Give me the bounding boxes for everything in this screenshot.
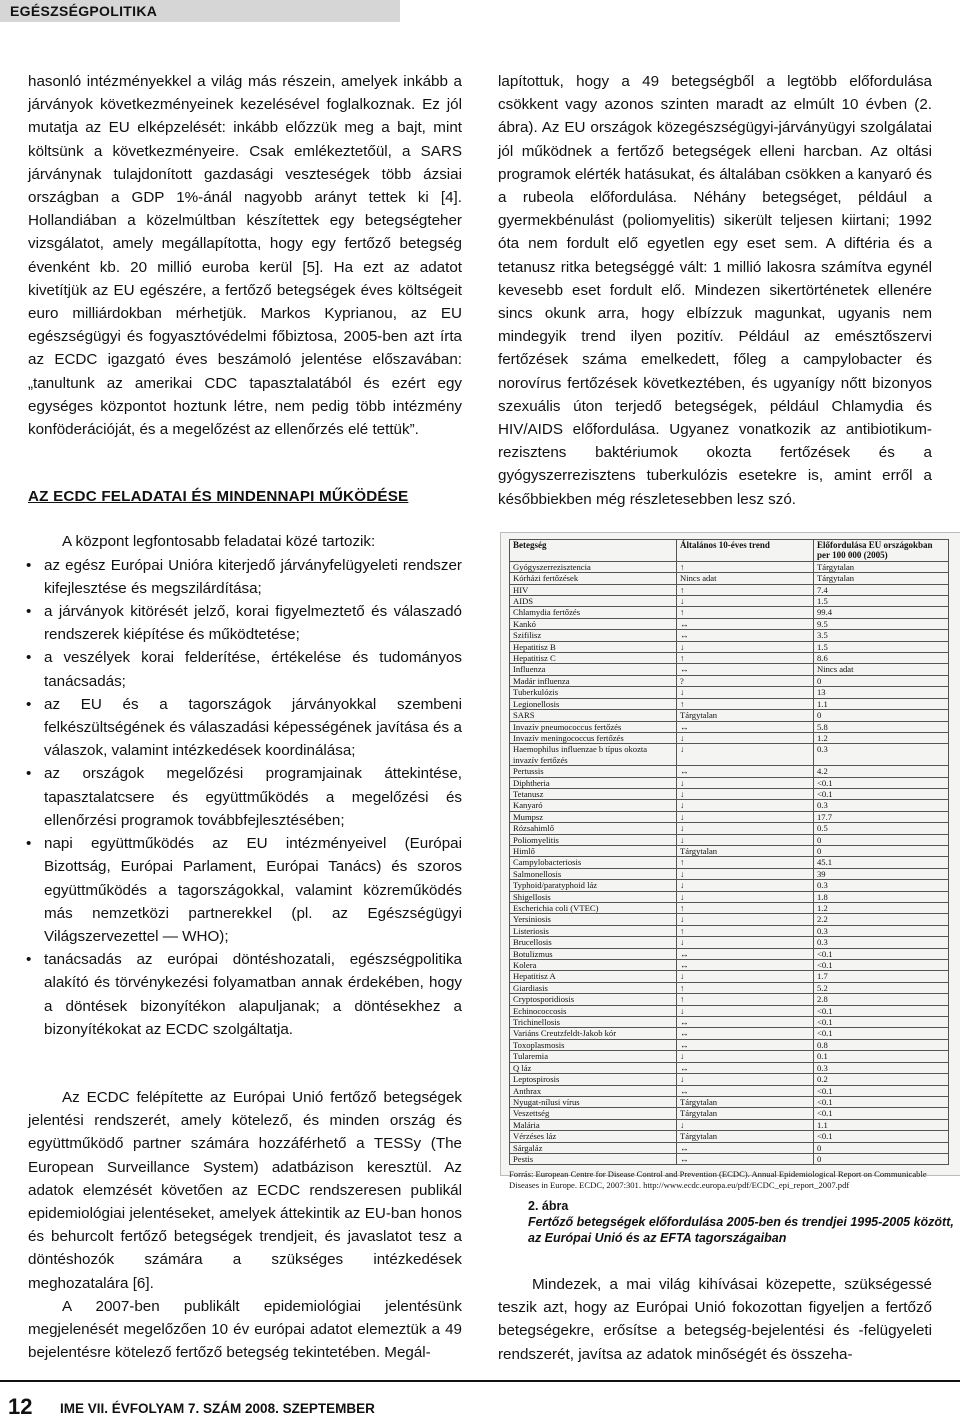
table-cell: Tárgytalan [677,1108,814,1119]
table-cell: ↑ [677,903,814,914]
table-cell: <0.1 [814,1131,949,1142]
table-cell: ↔ [677,1062,814,1073]
right-column-bottom [498,1273,932,1366]
table-cell: ↔ [677,766,814,777]
table-cell: ↓ [677,823,814,834]
table-row [510,994,949,1005]
table-row [510,1017,949,1028]
table-row [510,823,949,834]
table-row [510,687,949,698]
table-row [510,788,949,799]
table-row [510,1051,949,1062]
table-row [510,834,949,845]
left-column [28,70,462,1364]
table-cell: 0.3 [814,937,949,948]
table-cell: Poliomyelitis [510,834,677,845]
table-row [510,914,949,925]
table-cell: Sárgaláz [510,1142,677,1153]
table-row [510,1153,949,1164]
table-cell: ↓ [677,788,814,799]
table-cell: Hepatitisz C [510,653,677,664]
table-cell: 4.2 [814,766,949,777]
table-cell: ↓ [677,687,814,698]
table-cell: ↓ [677,937,814,948]
tasks-list [28,554,462,1041]
figure-title: Fertőző betegségek előfordulása 2005-ben és trendjei 1995-2005 között, az Európai Unió és az EFTA tagországaiban [528,1215,954,1245]
table-cell: Tularemia [510,1051,677,1062]
section-header: EGÉSZSÉGPOLITIKA [10,3,158,19]
table-cell: Anthrax [510,1085,677,1096]
list-item: • a veszélyek korai felderítése, értékelése és tudományos tanácsadás; [28,646,462,692]
table-row [510,948,949,959]
table-header-cell: Általános 10-éves trend [677,540,814,562]
table-cell: ↓ [677,868,814,879]
table-cell: Invazív pneumococcus fertőzés [510,721,677,732]
figure-caption [528,1198,958,1246]
table-cell: Malária [510,1119,677,1130]
figure-label: 2. ábra [528,1199,569,1213]
list-item: • tanácsadás az európai döntéshozatali, egészségpolitika alakító és törvénykezési folyamatban annak érdekében, hogy a döntések bizonyítékon alapuljanak; a döntésekhez a bizonyítékokat az ECDC szolgáltatja. [28,948,462,1041]
table-row [510,1039,949,1050]
table-row [510,845,949,856]
table-cell: Vérzéses láz [510,1131,677,1142]
table-cell: ↔ [677,1142,814,1153]
table-cell: Yersiniosis [510,914,677,925]
table-cell: ↓ [677,777,814,788]
table-cell: 0.8 [814,1039,949,1050]
table-cell: ↓ [677,641,814,652]
table-cell: <0.1 [814,1017,949,1028]
table-cell: Madár influenza [510,675,677,686]
table-cell: <0.1 [814,1108,949,1119]
table-header-cell: Betegség [510,540,677,562]
table-row [510,641,949,652]
table-header-cell: Előfordulása EU országokban per 100 000 (2005) [814,540,949,562]
table-cell: 0.1 [814,1051,949,1062]
table-cell: ↑ [677,653,814,664]
table-row [510,891,949,902]
table-cell: ↓ [677,800,814,811]
table-cell: 2.2 [814,914,949,925]
table-cell: Toxoplasmosis [510,1039,677,1050]
table-cell: Leptospirosis [510,1074,677,1085]
table-cell: <0.1 [814,777,949,788]
table-cell: SARS [510,710,677,721]
table-cell: Pertussis [510,766,677,777]
table-cell: Tárgytalan [814,573,949,584]
table-cell: Legionellosis [510,698,677,709]
table-row [510,596,949,607]
table-row [510,857,949,868]
table-cell: ↔ [677,960,814,971]
right-column [498,70,932,511]
table-cell: Listeriosis [510,925,677,936]
table-cell: Nincs adat [814,664,949,675]
table-cell: 5.8 [814,721,949,732]
section-title: AZ ECDC FELADATAI ÉS MINDENNAPI MŰKÖDÉSE [28,488,409,506]
table-cell: ↓ [677,1005,814,1016]
table-row [510,960,949,971]
table-cell: ↔ [677,721,814,732]
table-row [510,982,949,993]
table-cell: Tárgytalan [814,561,949,572]
table-row [510,607,949,618]
table-cell: 0 [814,710,949,721]
table-cell: 1.2 [814,903,949,914]
table-cell: 1.1 [814,1119,949,1130]
list-item: • napi együttműködés az EU intézményeivel (Európai Bizottság, Európai Parlament, Európai Tanács) és szoros együttműködés a tagországokkal, valamint közreműködés más nemzetközi partnerekkel (pl. az Egészségügyi Világszervezettel — WHO); [28,832,462,948]
table-cell: ↔ [677,1039,814,1050]
table-row [510,744,949,766]
table-cell: ↓ [677,596,814,607]
table-cell: HIV [510,584,677,595]
table-cell: ↔ [677,1028,814,1039]
table-cell: Nincs adat [677,573,814,584]
table-row [510,618,949,629]
list-item: • az országok megelőzési programjainak áttekintése, tapasztalatcsere és együttműködés a megelőzési és ellenőrzési programok továbbfejlesztésében; [28,762,462,832]
table-cell: Kórházi fertőzések [510,573,677,584]
table-row [510,653,949,664]
table-cell: Kanyaró [510,800,677,811]
table-row [510,1096,949,1107]
table-cell: Tárgytalan [677,845,814,856]
table-cell: <0.1 [814,960,949,971]
table-row [510,1131,949,1142]
table-cell: Giardiasis [510,982,677,993]
table-row [510,811,949,822]
table-row [510,1085,949,1096]
table-cell: Escherichia coli (VTEC) [510,903,677,914]
table-cell: 2.8 [814,994,949,1005]
table-row [510,1062,949,1073]
table-cell: Hepatitisz B [510,641,677,652]
table-row [510,1119,949,1130]
list-item: • az egész Európai Unióra kiterjedő járványfelügyeleti rendszer kifejlesztése és megszilárdítása; [28,554,462,600]
table-cell: Tárgytalan [677,710,814,721]
table-cell: Cryptosporidiosis [510,994,677,1005]
table-cell: 1.5 [814,596,949,607]
table-cell: ↓ [677,744,814,766]
list-item: • az EU és a tagországok járványokkal szembeni felkészültségének és válaszadási képességének javítása és a válaszok, valamint intézkedések koordinálása; [28,693,462,763]
table-cell: 8.6 [814,653,949,664]
table-cell: 0 [814,845,949,856]
footer-rule [0,1380,960,1382]
table-cell: 17.7 [814,811,949,822]
list-item: • a járványok kitörését jelző, korai figyelmeztető és válaszadó rendszerek kiépítése és működtetése; [28,600,462,646]
table-cell: Typhoid/paratyphoid láz [510,880,677,891]
table-cell: Tárgytalan [677,1131,814,1142]
left-paragraph-2: Az ECDC felépítette az Európai Unió fertőző betegségek jelentési rendszerét, amely kötelező, és minden ország és együttműködő partner számára hozzáférhető a TESSy (The European Surveillance System) adatbázison keresztül. Az adatok elemzését követően az ECDC rendszeresen publikál epidemiológiai jelentéseket, amelyek áttekintik az EU-ban honos és behurcolt fertőző betegségek trendjeit, és javaslatot tesz a döntéshozók számára a szükséges intézkedések meghozatalára [6]. [28,1088,462,1292]
table-cell: Chlamydia fertőzés [510,607,677,618]
table-cell: ↑ [677,607,814,618]
table-row [510,868,949,879]
table-cell: Salmonellosis [510,868,677,879]
table-cell: Tetanusz [510,788,677,799]
table-row [510,1108,949,1119]
table-cell: 5.2 [814,982,949,993]
table-row [510,971,949,982]
section-header-bar [0,0,400,22]
table-row [510,584,949,595]
table-cell: ↔ [677,1017,814,1028]
table-cell: <0.1 [814,1096,949,1107]
table-row [510,710,949,721]
tasks-intro: A központ legfontosabb feladatai közé tartozik: [62,533,376,551]
table-cell: 1.5 [814,641,949,652]
table-cell: ↔ [677,664,814,675]
table-cell: 7.4 [814,584,949,595]
table-cell: 3.5 [814,630,949,641]
table-cell: Variáns Creutzfeldt-Jakob kór [510,1028,677,1039]
table-body [510,561,949,1165]
table-cell: Mumpsz [510,811,677,822]
table-row [510,561,949,572]
table-cell: ↓ [677,914,814,925]
table-cell: 0 [814,675,949,686]
table-cell: Invazív meningococcus fertőzés [510,732,677,743]
table-cell: 45.1 [814,857,949,868]
left-paragraph-3: A 2007-ben publikált epidemiológiai jelentésünk megjelenését megelőzően 10 év európai adatot elemeztük a 49 bejelentésre kötelező fertőző betegség tekintetében. Megál- [28,1297,462,1362]
table-cell: ↔ [677,1153,814,1164]
table-cell: ↔ [677,630,814,641]
table-cell: ↓ [677,732,814,743]
table-cell: ↓ [677,971,814,982]
table-header-row [510,540,949,562]
table-cell: Rózsahimlő [510,823,677,834]
table-cell: ↑ [677,561,814,572]
table-cell: 0.3 [814,925,949,936]
table-cell: Haemophilus influenzae b típus okozta invazív fertőzés [510,744,677,766]
table-row [510,675,949,686]
table-cell: 99.4 [814,607,949,618]
right-paragraph-2: Mindezek, a mai világ kihívásai közepette, szükségessé teszik azt, hogy az Európai Unió fokozottan figyeljen a fertőző betegségekre, erősítse a betegség-bejelentési és -felügyeleti rendszerét, javítsa az adatok minőségét és összeha- [498,1276,932,1363]
left-paragraph-1: hasonló intézményekkel a világ más részein, amelyek inkább a járványok következményeinek kezelésével foglalkoznak. Ez jól mutatja az EU elképzelését: inkább előzzük meg a bajt, mint költsünk a következményeire. Csak emlékeztetőül, a SARS járványnak tulajdonított gazdasági veszteségek több ázsiai országban a GDP 1%-ánál nagyobb arányt tettek ki [4]. Hollandiában a közelmúltban készítettek egy betegségteher vizsgálatot, amely megállapította, hogy egy fertőző betegség évenként kb. 20 millió euroba kerül [5]. Ha ezt az adatot kivetítjük az EU egészére, a fertőző betegségek éves költségeit euro milliárdokban mérhetjük. Markos Kyprianou, az EU egészségügyi és fogyasztóvédelmi főbiztosa, 2005-ben azt írta az ECDC igazgató éves beszámoló jelentése előszavában: „tanultunk az amerikai CDC tapasztalatából és ezért egy egységes központot hoztunk létre, nem pedig több intézmény konföderációját, és a megelőzést az ellenőrzés elé tettük”. [28,73,462,439]
table-row [510,1074,949,1085]
table-cell: 0.5 [814,823,949,834]
table-cell: Shigellosis [510,891,677,902]
table-cell: Echinococcosis [510,1005,677,1016]
table-cell: AIDS [510,596,677,607]
table-cell: Szifilisz [510,630,677,641]
table-row [510,1028,949,1039]
table-cell: ↓ [677,891,814,902]
table-cell: ↑ [677,994,814,1005]
table-cell: Tárgytalan [677,1096,814,1107]
table-row [510,1142,949,1153]
table-cell: ↔ [677,948,814,959]
table-cell: 0.2 [814,1074,949,1085]
table-cell: Kolera [510,960,677,971]
table-cell: <0.1 [814,1028,949,1039]
table-cell: 0.3 [814,800,949,811]
table-row [510,698,949,709]
table-cell: Tuberkulózis [510,687,677,698]
table-cell: Trichinellosis [510,1017,677,1028]
table-cell: Himlő [510,845,677,856]
table-cell: ↔ [677,618,814,629]
table-cell: 0.3 [814,1062,949,1073]
table-cell: Influenza [510,664,677,675]
table-row [510,777,949,788]
table-row [510,664,949,675]
table-cell: 1.2 [814,732,949,743]
table-cell: Campylobacteriosis [510,857,677,868]
table-cell: ↑ [677,857,814,868]
table-cell: 9.5 [814,618,949,629]
table-cell: ↓ [677,1074,814,1085]
page-number: 12 [8,1394,33,1419]
table-cell: ↑ [677,584,814,595]
table-row [510,721,949,732]
table-row [510,766,949,777]
table-row [510,903,949,914]
table-cell: ↔ [677,1085,814,1096]
table-cell: ↓ [677,1051,814,1062]
table-cell: ↓ [677,1119,814,1130]
table-cell: 0 [814,834,949,845]
table-cell: ? [677,675,814,686]
table-row [510,937,949,948]
table-row [510,800,949,811]
table-row [510,880,949,891]
table-cell: Q láz [510,1062,677,1073]
table-row [510,925,949,936]
table-source: Forrás: European Centre for Disease Control and Prevention (ECDC). Annual Epidemiological Report on Communicable Diseases in Europe. ECDC, 2007:301. http://www.ecdc.europa.eu/pdf/ECDC_epi_report_2007.pdf [509,1169,927,1191]
table-cell: 1.7 [814,971,949,982]
table-cell: Hepatitisz A [510,971,677,982]
table-row [510,573,949,584]
table-cell: <0.1 [814,1005,949,1016]
table-cell: 13 [814,687,949,698]
table-cell: Diphtheria [510,777,677,788]
table-cell: ↑ [677,925,814,936]
table-cell: Nyugat-nílusi vírus [510,1096,677,1107]
table-cell: 1.8 [814,891,949,902]
table-cell: Pestis [510,1153,677,1164]
table-cell: <0.1 [814,788,949,799]
table-cell: Kankó [510,618,677,629]
table-cell: 0.3 [814,880,949,891]
table-cell: <0.1 [814,948,949,959]
table-cell: 0.3 [814,744,949,766]
table-cell: 0 [814,1153,949,1164]
table-row [510,630,949,641]
table-cell: <0.1 [814,1085,949,1096]
table-row [510,1005,949,1016]
table-cell: 0 [814,1142,949,1153]
right-paragraph-1: lapítottuk, hogy a 49 betegségből a legtöbb előfordulása csökkent vagy azonos szinten maradt az elmúlt 10 évben (2. ábra). Az EU országok közegészségügyi-járványügyi szolgálatai jól működnek a fertőző betegségek elleni harcban. Az oltási programok elérték hatásukat, és általában csökken a kanyaró és a rubeola előfordulása. Néhány betegséget, például a gyermekbénulást (poliomyelitis) sikerült teljesen kiirtani; 1992 óta nem fordult elő egyetlen egy eset sem. A diftéria és a tetanusz ritka betegséggé vált: 1 millió lakosra számítva egynél kevesebb eset fordult elő. Mindezen sikertörténetek ellenére sincs okunk arra, hogy elbízzuk magunkat, ugyanis nem mindegyik trend ilyen pozitív. Például az emésztőszervi fertőzések száma emelkedett, főleg a campylobacter és norovírus fertőzések következtében, és ugyanígy nőtt bizonyos szexuális úton terjedő betegségek, például Chlamydia és HIV/AIDS előfordulása. Ugyanez vonatkozik az antibiotikum-rezisztens baktériumok okozta fertőzések és a gyógyszerrezisztens tuberkulózis esetekre is, amint erről a későbbiekben még részletesebben lesz szó. [498,73,932,508]
disease-table [509,539,949,1165]
journal-info: IME VII. ÉVFOLYAM 7. SZÁM 2008. SZEPTEMBER [60,1401,375,1416]
table-cell: ↓ [677,811,814,822]
table-cell: ↑ [677,982,814,993]
figure-table-image [500,532,960,1191]
table-cell: Veszettség [510,1108,677,1119]
table-cell: 39 [814,868,949,879]
table-row [510,732,949,743]
table-cell: 1.1 [814,698,949,709]
table-cell: ↓ [677,880,814,891]
table-cell: Brucellosis [510,937,677,948]
table-cell: Gyógyszerrezisztencia [510,561,677,572]
table-cell: Botulizmus [510,948,677,959]
table-cell: ↑ [677,698,814,709]
table-cell: ↓ [677,834,814,845]
